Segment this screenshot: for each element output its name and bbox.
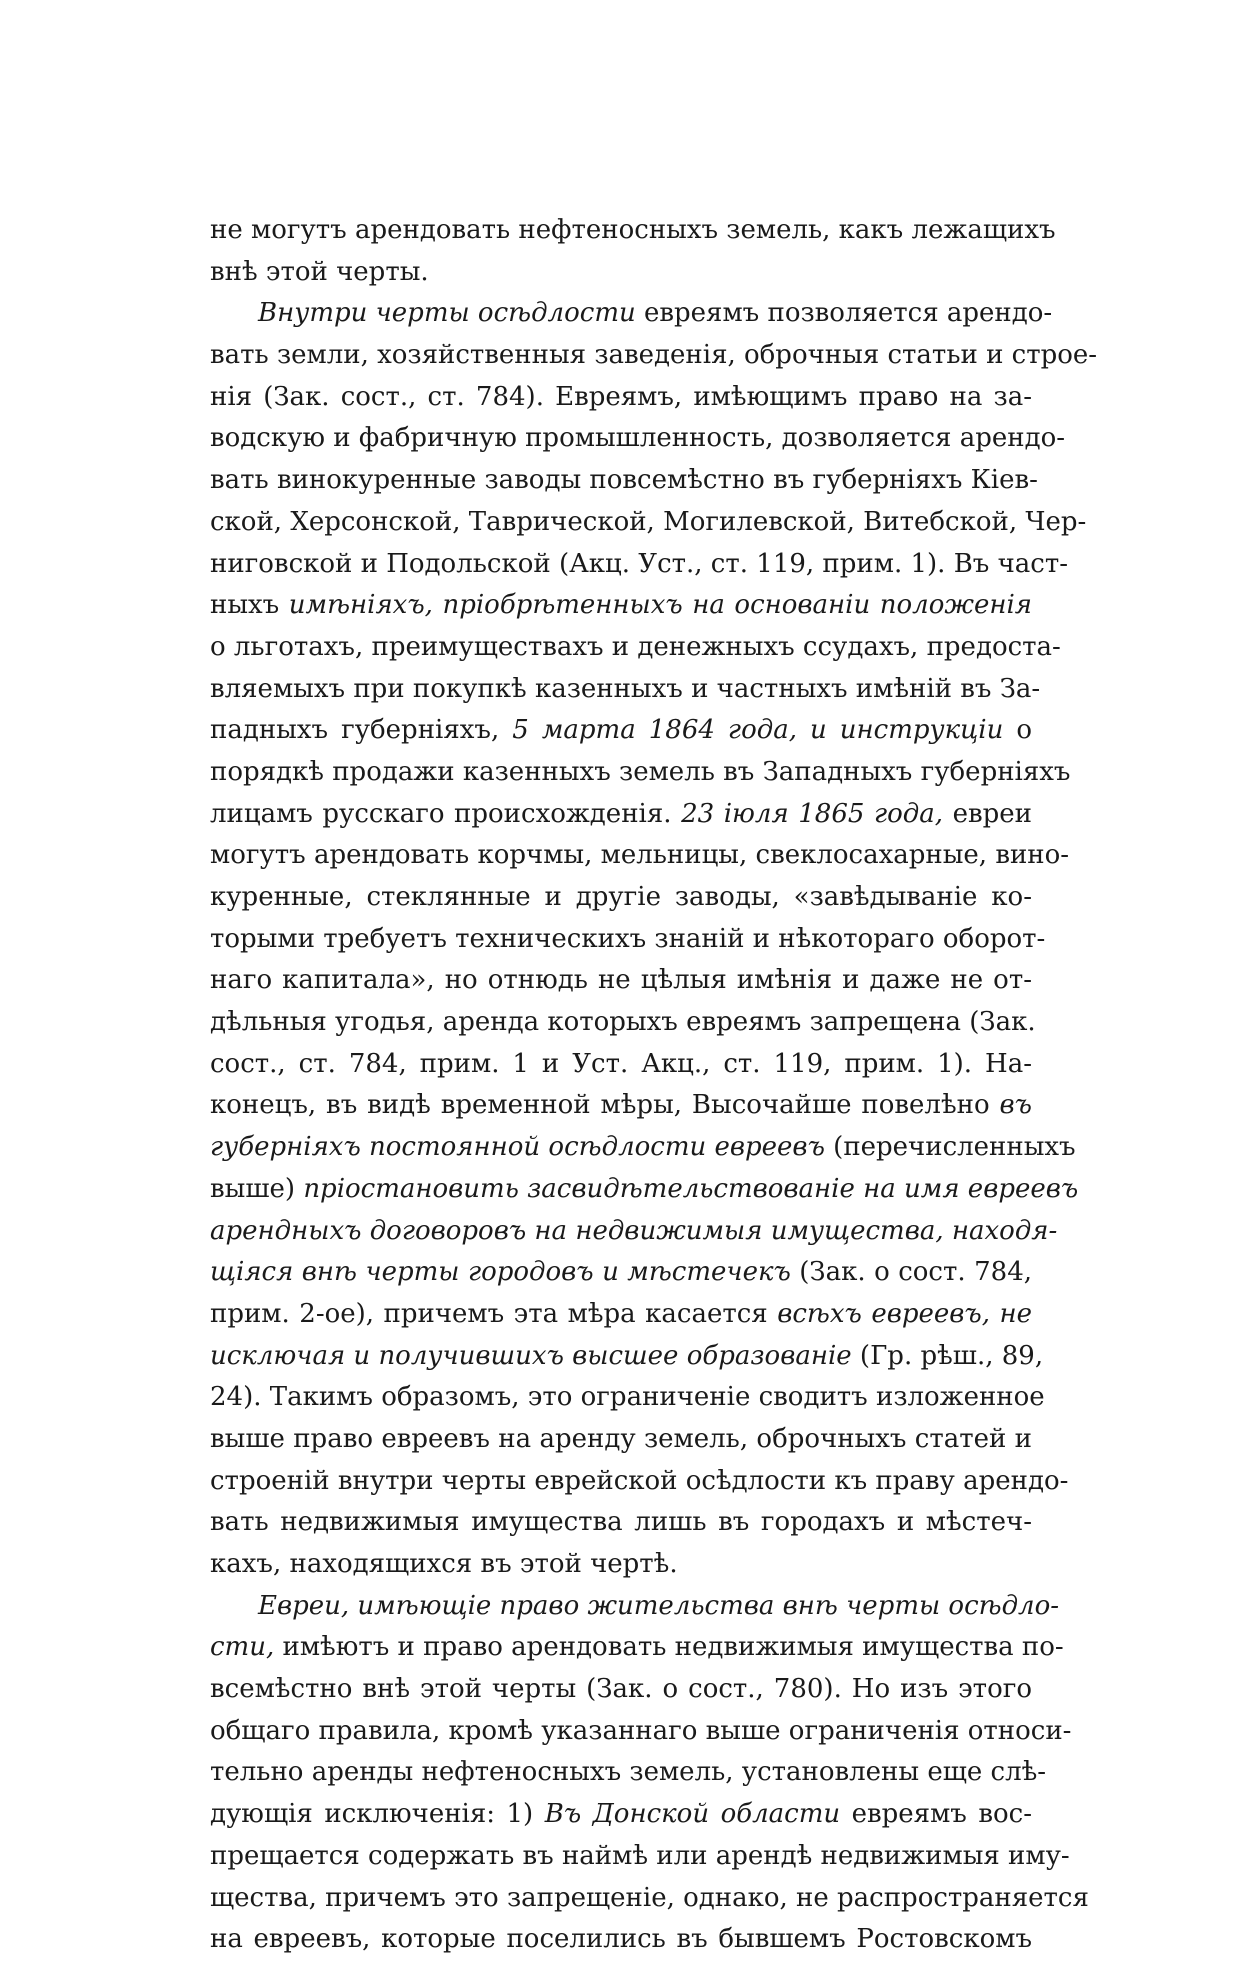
italic-text: 23 іюля 1865 года, xyxy=(681,798,944,829)
italic-text: имѣніяхъ, пріобрѣтенныхъ на основаніи положенія xyxy=(288,590,1032,621)
text-line xyxy=(210,1127,1076,1169)
body-text: (перечисленныхъ xyxy=(824,1132,1076,1163)
body-text: внѣ этой черты. xyxy=(210,256,429,287)
text-line xyxy=(210,335,1098,377)
body-text: строеній внутри черты еврейской осѣдлости къ праву арендо- xyxy=(210,1465,1069,1496)
paragraph-inside-pale xyxy=(210,293,1098,1585)
italic-text: Евреи, имѣющіе право жительства внѣ черты осѣдло- xyxy=(258,1590,1060,1621)
text-line xyxy=(210,210,1056,252)
body-text: наго капитала», но отнюдь не цѣлыя имѣнія и даже не от- xyxy=(210,965,1032,996)
text-line xyxy=(210,1544,1032,1586)
body-text: о льготахъ, преимуществахъ и денежныхъ ссудахъ, предоста- xyxy=(210,631,1061,662)
body-text: прещается содержать въ наймѣ или арендѣ недвижимыя иму- xyxy=(210,1840,1070,1871)
body-text: порядкѣ продажи казенныхъ земель въ Западныхъ губерніяхъ xyxy=(210,756,1071,787)
text-line xyxy=(210,544,1069,586)
italic-text: въ xyxy=(999,1090,1032,1121)
text-line xyxy=(210,1294,1032,1336)
text-line xyxy=(210,1794,1032,1836)
paragraph-outside-pale xyxy=(210,1586,1089,1961)
text-line xyxy=(210,1502,1032,1544)
text-line xyxy=(210,1669,1032,1711)
italic-text: Въ Донской области xyxy=(544,1799,841,1830)
body-text: ныхъ xyxy=(210,590,289,621)
text-line xyxy=(210,669,1041,711)
body-text: щества, причемъ это запрещеніе, однако, не распространяется xyxy=(210,1882,1089,1913)
text-line xyxy=(210,1711,1072,1753)
body-text: о xyxy=(1003,715,1033,746)
text-line xyxy=(210,585,1032,627)
text-line xyxy=(210,293,1053,335)
body-text: вляемыхъ при покупкѣ казенныхъ и частныхъ имѣній въ За- xyxy=(210,673,1041,704)
text-line xyxy=(210,1002,1036,1044)
text-line xyxy=(210,627,1061,669)
text-line xyxy=(210,1419,1032,1461)
body-text: не могутъ арендовать нефтеносныхъ земель, какъ лежащихъ xyxy=(210,215,1056,245)
text-line xyxy=(210,377,1032,419)
body-text: вать земли, хозяйственныя заведенія, оброчныя статьи и строе- xyxy=(210,340,1098,371)
body-text: (Гр. рѣш., 89, xyxy=(851,1340,1044,1371)
italic-text: губерніяхъ постоянной осѣдлости евреевъ xyxy=(210,1132,825,1163)
page-text-body xyxy=(210,210,1098,1961)
text-line xyxy=(210,252,1032,294)
text-line xyxy=(210,752,1071,794)
body-text: нія (Зак. сост., ст. 784). Евреямъ, имѣющимъ право на за- xyxy=(210,381,1032,412)
body-text: сост., ст. 784, прим. 1 и Уст. Акц., ст. 119, прим. 1). На- xyxy=(210,1048,1032,1079)
text-line xyxy=(210,1169,1079,1211)
body-text: торыми требуетъ техническихъ знаній и нѣкотораго оборот- xyxy=(210,923,1046,954)
body-text: куренные, стеклянные и другіе заводы, «завѣдываніе ко- xyxy=(210,882,1032,912)
body-text: ской, Херсонской, Таврической, Могилевской, Витебской, Чер- xyxy=(210,506,1087,537)
text-line xyxy=(210,710,1032,752)
body-text: тельно аренды нефтеносныхъ земель, установлены еще слѣ- xyxy=(210,1757,1047,1788)
body-text: вать винокуренные заводы повсемѣстно въ губерніяхъ Кіев- xyxy=(210,465,1038,496)
text-line xyxy=(210,835,1070,877)
body-text: на евреевъ, которые поселились въ бывшемъ Ростовскомъ xyxy=(210,1924,1032,1955)
text-line xyxy=(210,1836,1070,1878)
body-text: евреи xyxy=(943,798,1032,829)
text-line xyxy=(210,919,1046,961)
text-line xyxy=(210,1211,1058,1253)
body-text: всемѣстно внѣ этой черты (Зак. о сост., 780). Но изъ этого xyxy=(210,1674,1032,1705)
body-text: дѣльныя угодья, аренда которыхъ евреямъ запрещена (Зак. xyxy=(210,1007,1036,1038)
italic-text: сти, xyxy=(210,1632,275,1663)
body-text: ниговской и Подольской (Акц. Уст., ст. 119, прим. 1). Въ част- xyxy=(210,548,1069,579)
body-text: (Зак. о сост. 784, xyxy=(790,1257,1032,1288)
text-line xyxy=(210,1586,1060,1628)
body-text: евреямъ вос- xyxy=(840,1799,1032,1830)
body-text: 24). Такимъ образомъ, это ограниченіе сводитъ изложенное xyxy=(210,1382,1045,1413)
italic-text: всѣхъ евреевъ, не xyxy=(777,1298,1032,1329)
body-text: прим. 2-ое), причемъ эта мѣра касается xyxy=(210,1298,778,1329)
text-line xyxy=(210,794,1032,836)
body-text: общаго правила, кромѣ указаннаго выше ограниченія относи- xyxy=(210,1715,1072,1746)
body-text: конецъ, въ видѣ временной мѣры, Высочайше повелѣно xyxy=(210,1090,1000,1121)
body-text: выше) xyxy=(210,1173,304,1204)
text-line xyxy=(210,460,1038,502)
text-line xyxy=(210,1461,1069,1503)
text-line xyxy=(210,1085,1032,1127)
italic-text: щіяся внѣ черты городовъ и мѣстечекъ xyxy=(210,1257,791,1288)
body-text: евреямъ позволяется арендо- xyxy=(635,298,1053,329)
body-text: вать недвижимыя имущества лишь въ городахъ и мѣстеч- xyxy=(210,1507,1032,1538)
text-line xyxy=(210,1252,1032,1294)
body-text: дующія исключенія: 1) xyxy=(210,1799,545,1830)
text-line xyxy=(210,1377,1045,1419)
text-line xyxy=(210,502,1087,544)
text-line xyxy=(210,960,1032,1002)
text-line xyxy=(210,877,1032,919)
text-line xyxy=(210,1752,1047,1794)
text-line xyxy=(210,1627,1064,1669)
body-text: лицамъ русскаго происхожденія. xyxy=(210,798,682,829)
italic-text: арендныхъ договоровъ на недвижимыя имущества, находя- xyxy=(210,1215,1058,1246)
body-text: падныхъ губерніяхъ, xyxy=(210,715,513,746)
italic-text: исключая и получившихъ высшее образованіе xyxy=(210,1340,852,1371)
text-line xyxy=(210,418,1066,460)
body-text: выше право евреевъ на аренду земель, оброчныхъ статей и xyxy=(210,1423,1032,1454)
body-text: водскую и фабричную промышленность, дозволяется арендо- xyxy=(210,423,1066,454)
paragraph-continuation xyxy=(210,210,1056,293)
text-line xyxy=(210,1336,1044,1378)
text-line xyxy=(210,1044,1032,1086)
body-text: имѣютъ и право арендовать недвижимыя имущества по- xyxy=(274,1632,1064,1663)
italic-text: Внутри черты осѣдлости xyxy=(258,298,636,329)
text-line xyxy=(210,1919,1032,1961)
italic-text: пріостановить засвидѣтельствованіе на имя евреевъ xyxy=(303,1173,1079,1204)
body-text: могутъ арендовать корчмы, мельницы, свеклосахарные, вино- xyxy=(210,840,1070,871)
italic-text: 5 марта 1864 года, и инструкціи xyxy=(512,715,1004,746)
body-text: кахъ, находящихся въ этой чертѣ. xyxy=(210,1549,678,1579)
text-line xyxy=(210,1878,1089,1920)
